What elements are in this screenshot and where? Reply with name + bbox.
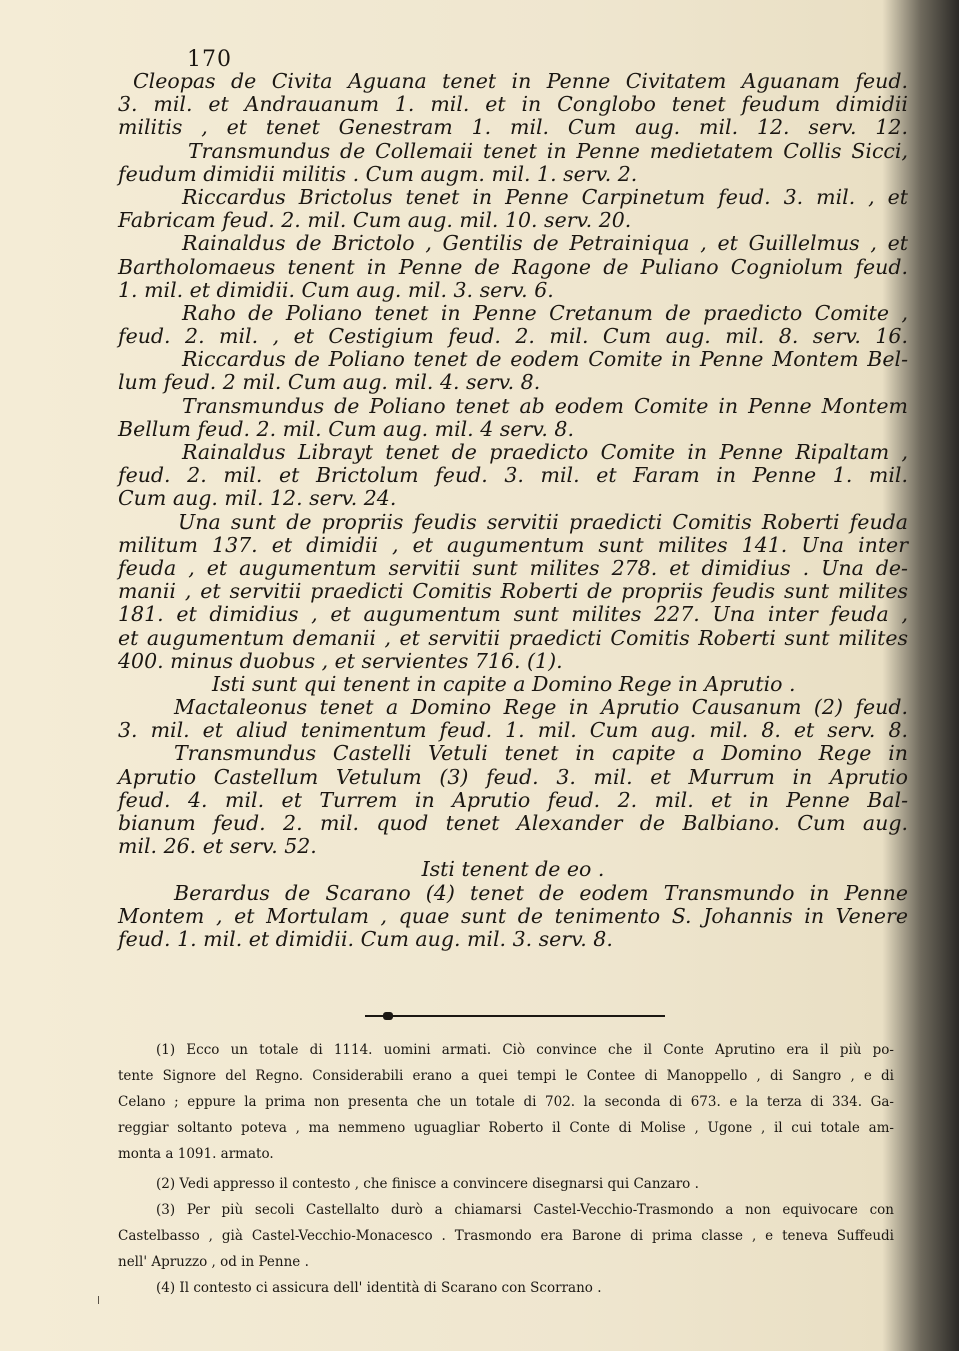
text-line: feudum dimidii militis . Cum augm. mil. 1. serv. 2. [118, 161, 638, 186]
footnote-1-line: reggiar soltanto poteva , ma nemmeno uguagliar Roberto il Conte di Molise , Ugone , il cui totale am- [118, 1120, 894, 1136]
footnote-4: (4) Il contesto ci assicura dell' identità di Scarano con Scorrano . [156, 1280, 602, 1296]
footnote-1-line: (1) Ecco un totale di 1114. uomini armati. Ciò convince che il Conte Aprutino era il più po- [156, 1042, 894, 1058]
footnote-1-line: tente Signore del Regno. Considerabili erano a quei tempi le Contee di Manoppello , di Sangro , e di [118, 1068, 894, 1084]
footnote-3-line: (3) Per più secoli Castellalto durò a chiamarsi Castel-Vecchio-Trasmondo a non equivocare con [156, 1202, 894, 1218]
text-line: feuda , et augumentum servitii sunt milites 278. et dimidius . Una de- [118, 555, 908, 580]
text-line: Mactaleonus tenet a Domino Rege in Aprutio Causanum (2) feud. [174, 695, 908, 720]
text-line: Cum aug. mil. 12. serv. 24. [118, 486, 397, 511]
footnote-separator [365, 1013, 665, 1019]
text-line: Riccardus de Poliano tenet de eodem Comite in Penne Montem Bel- [182, 347, 908, 372]
text-line: Cleopas de Civita Aguana tenet in Penne Civitatem Aguanam feud. [133, 69, 908, 93]
text-line: lum feud. 2 mil. Cum aug. mil. 4. serv. 8. [118, 370, 541, 395]
text-line: militum 137. et dimidii , et augumentum sunt milites 141. Una inter [118, 532, 908, 557]
main-text [118, 70, 908, 951]
text-line: Transmundus de Collemaii tenet in Penne medietatem Collis Sicci, [188, 138, 908, 163]
text-line: 181. et dimidius , et augumentum sunt milites 227. Una inter feuda , [118, 602, 908, 627]
footnote-2: (2) Vedi appresso il contesto , che finisce a convincere disegnarsi qui Canzaro . [156, 1176, 699, 1192]
text-line: Rainaldus Librayt tenet de praedicto Comite in Penne Ripaltam , [182, 440, 908, 464]
text-line: feud. 1. mil. et dimidii. Cum aug. mil. 3. serv. 8. [118, 926, 613, 951]
text-line: Montem , et Mortulam , quae sunt de tenimento S. Johannis in Venere [118, 903, 908, 928]
text-line: manii , et servitii praedicti Comitis Roberti de propriis feudis sunt milites [118, 579, 908, 604]
section-heading: Isti tenent de eo . [421, 857, 605, 882]
page-blemish [98, 1296, 99, 1304]
separator-ornament [383, 1012, 393, 1020]
text-line: 1. mil. et dimidii. Cum aug. mil. 3. serv. 6. [118, 277, 554, 302]
text-line: Fabricam feud. 2. mil. Cum aug. mil. 10. serv. 20. [118, 208, 632, 233]
text-line: Rainaldus de Brictolo , Gentilis de Petrainiqua , et Guillelmus , et [182, 231, 908, 256]
text-line: 3. mil. et aliud tenimentum feud. 1. mil. Cum aug. mil. 8. et serv. 8. [118, 718, 908, 743]
text-line: Transmundus de Poliano tenet ab eodem Comite in Penne Montem [182, 393, 908, 418]
text-line: Transmundus Castelli Vetuli tenet in capite a Domino Rege in [174, 741, 908, 766]
text-line: Aprutio Castellum Vetulum (3) feud. 3. mil. et Murrum in Aprutio [118, 764, 908, 789]
text-line: Berardus de Scarano (4) tenet de eodem Transmundo in Penne [174, 880, 908, 905]
text-line: feud. 2. mil. , et Cestigium feud. 2. mil. Cum aug. mil. 8. serv. 16. [118, 324, 908, 349]
footnote-3-line: Castelbasso , già Castel-Vecchio-Monacesco . Trasmondo era Barone di prima classe , e teneva Suffeudi [118, 1228, 894, 1244]
section-heading: Isti sunt qui tenent in capite a Domino Rege in Aprutio . [212, 671, 796, 696]
text-line: 400. minus duobus , et servientes 716. (1). [118, 648, 563, 673]
text-line: Riccardus Brictolus tenet in Penne Carpinetum feud. 3. mil. , et [182, 184, 908, 209]
text-line: et augumentum demanii , et servitii praedicti Comitis Roberti sunt milites [118, 625, 908, 650]
text-line: Una sunt de propriis feudis servitii praedicti Comitis Roberti feuda [178, 509, 908, 534]
separator-rule [365, 1015, 665, 1017]
text-line: 3. mil. et Andrauanum 1. mil. et in Conglobo tenet feudum dimidii [118, 92, 908, 117]
text-line: bianum feud. 2. mil. quod tenet Alexander de Balbiano. Cum aug. [118, 811, 908, 835]
page-number: 170 [187, 47, 232, 72]
footnote-3-line: nell' Apruzzo , od in Penne . [118, 1254, 309, 1270]
text-line: Bellum feud. 2. mil. Cum aug. mil. 4 serv. 8. [118, 416, 574, 441]
footnotes [118, 1037, 894, 1301]
text-line: militis , et tenet Genestram 1. mil. Cum aug. mil. 12. serv. 12. [118, 115, 908, 140]
text-line: Bartholomaeus tenent in Penne de Ragone de Puliano Cogniolum feud. [118, 254, 908, 279]
text-line: feud. 4. mil. et Turrem in Aprutio feud. 2. mil. et in Penne Bal- [118, 787, 908, 812]
footnote-1-line: Celano ; eppure la prima non presenta che un totale di 702. la seconda di 673. e la terza di 334. Ga- [118, 1094, 894, 1110]
text-line: Raho de Poliano tenet in Penne Cretanum de praedicto Comite , [182, 300, 908, 325]
text-line: mil. 26. et serv. 52. [118, 834, 317, 859]
footnote-1-line: monta a 1091. armato. [118, 1146, 274, 1162]
text-line: feud. 2. mil. et Brictolum feud. 3. mil. et Faram in Penne 1. mil. [118, 463, 908, 488]
